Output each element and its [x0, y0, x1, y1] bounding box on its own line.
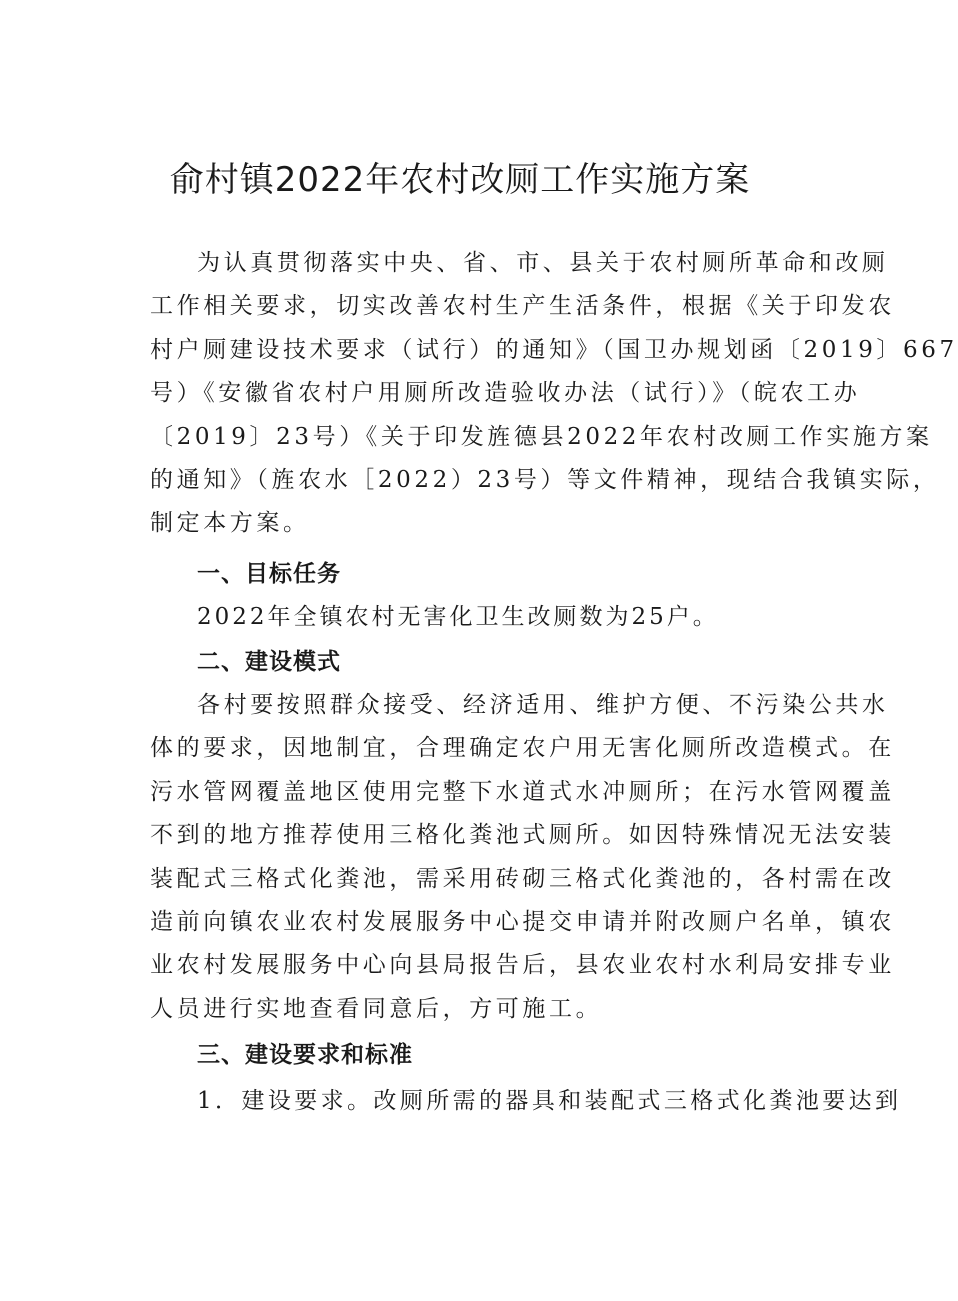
paragraph-line: 制定本方案。 — [150, 510, 310, 537]
paragraph-line: 〔2019〕23号）《关于印发旌德县2022年农村改厕工作实施方案 — [150, 423, 933, 450]
paragraph-line: 体的要求，因地制宜，合理确定农户用无害化厕所改造模式。在 — [150, 735, 895, 762]
section-text-standards: 1．建设要求。改厕所需的器具和装配式三格式化粪池要达到 — [197, 1088, 902, 1114]
section-heading-targets: 一、目标任务 — [197, 561, 341, 587]
paragraph-line: 不到的地方推荐使用三格化粪池式厕所。如因特殊情况无法安装 — [150, 822, 895, 849]
paragraph-line: 业农村发展服务中心向县局报告后，县农业农村水利局安排专业 — [150, 952, 895, 979]
paragraph-line: 为认真贯彻落实中央、省、市、县关于农村厕所革命和改厕 — [197, 250, 889, 276]
intro-paragraph — [150, 242, 958, 546]
paragraph-line: 号）《安徽省农村户用厕所改造验收办法（试行）》（皖农工办 — [150, 380, 861, 407]
paragraph-line: 各村要按照群众接受、经济适用、维护方便、不污染公共水 — [197, 692, 889, 718]
section-text-targets: 2022年全镇农村无害化卫生改厕数为25户。 — [197, 604, 719, 630]
paragraph-line: 的通知》（旌农水［2022）23号）等文件精神，现结合我镇实际， — [150, 466, 940, 493]
paragraph-line: 人员进行实地查看同意后，方可施工。 — [150, 995, 603, 1022]
mode-paragraph — [150, 684, 895, 1031]
document-title: 俞村镇2022年农村改厕工作实施方案 — [169, 160, 751, 200]
section-heading-standards: 三、建设要求和标准 — [197, 1042, 413, 1068]
section-heading-mode: 二、建设模式 — [197, 649, 341, 675]
paragraph-line: 村户厕建设技术要求（试行）的通知》（国卫办规划函〔2019〕667 — [150, 336, 958, 363]
paragraph-line: 污水管网覆盖地区使用完整下水道式水冲厕所；在污水管网覆盖 — [150, 778, 895, 805]
paragraph-line: 造前向镇农业农村发展服务中心提交申请并附改厕户名单，镇农 — [150, 908, 895, 935]
paragraph-line: 装配式三格式化粪池，需采用砖砌三格式化粪池的，各村需在改 — [150, 865, 895, 892]
paragraph-line: 工作相关要求，切实改善农村生产生活条件，根据《关于印发农 — [150, 293, 895, 320]
